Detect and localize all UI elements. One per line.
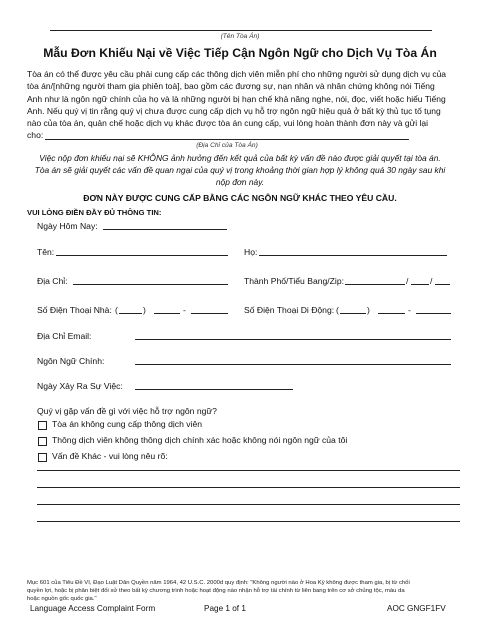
home-phone-number-field[interactable] bbox=[191, 313, 228, 314]
mobile-phone-open-paren: ( bbox=[336, 305, 339, 315]
form-title: Mẫu Đơn Khiếu Nại về Việc Tiếp Cận Ngôn Ngữ cho Dịch Vụ Tòa Án bbox=[43, 46, 437, 60]
state-field[interactable] bbox=[411, 284, 429, 285]
intro-line: nào của tòa án, quản chế hoặc dịch vụ khác được tòa án cung cấp, vui lòng hoàn thành đơn này và gửi lại bbox=[27, 118, 429, 129]
notice-line: nộp đơn này. bbox=[215, 176, 265, 187]
mobile-phone-prefix-field[interactable] bbox=[378, 313, 405, 314]
other-details-line[interactable] bbox=[37, 521, 460, 522]
court-name-caption: (Tên Tòa Án) bbox=[220, 33, 260, 40]
languages-note: ĐƠN NÀY ĐƯỢC CUNG CẤP BẰNG CÁC NGÔN NGỮ KHÁC THEO YÊU CẦU. bbox=[83, 193, 397, 203]
option-no-interpreter-checkbox[interactable] bbox=[38, 421, 47, 430]
other-details-line[interactable] bbox=[37, 470, 460, 471]
address-label: Địa Chỉ: bbox=[37, 276, 68, 286]
section-label: VUI LÒNG ĐIỀN ĐẦY ĐỦ THÔNG TIN: bbox=[27, 208, 162, 217]
legal-notice bbox=[27, 579, 467, 604]
option-no-interpreter-label: Tòa án không cung cấp thông dịch viên bbox=[52, 419, 203, 429]
other-details-line[interactable] bbox=[37, 504, 460, 505]
footer-form-code: AOC GNGF1FV bbox=[387, 604, 446, 613]
first-name-label: Tên: bbox=[37, 247, 55, 257]
zip-field[interactable] bbox=[435, 284, 450, 285]
court-name-line[interactable] bbox=[50, 30, 432, 31]
intro-line: Tòa án có thể được yêu cầu phải cung cấp các thông dịch viên miễn phí cho những người sử dụng dịch vụ của bbox=[27, 69, 447, 79]
zip-separator: / bbox=[430, 276, 433, 286]
court-address-caption: (Địa Chỉ của Tòa Án) bbox=[196, 142, 258, 149]
other-details-line[interactable] bbox=[37, 487, 460, 488]
notice-paragraph bbox=[20, 153, 460, 188]
zip-separator: / bbox=[406, 276, 409, 286]
home-phone-dash: - bbox=[183, 305, 186, 315]
city-state-zip-label: Thành Phố/Tiểu Bang/Zip: bbox=[244, 276, 345, 286]
first-name-field[interactable] bbox=[56, 255, 228, 256]
legal-line: quyền lợi, hoặc bị phân biệt đối xử theo bất kỳ chương trình hoặc hoạt động nào nhận hỗ trợ tài chính từ liên bang trên cơ sở chủng tộc, màu da bbox=[27, 588, 405, 595]
home-phone-prefix-field[interactable] bbox=[154, 313, 180, 314]
last-name-label: Họ: bbox=[244, 247, 258, 257]
home-phone-open-paren: ( bbox=[115, 305, 118, 315]
notice-line: Tòa án sẽ giải quyết các vấn đề quan ngại của quý vị trong khoảng thời gian hợp lý không quá 30 ngày sau khi bbox=[34, 164, 446, 175]
intro-paragraph bbox=[27, 68, 457, 129]
legal-line: hoặc nguồn gốc quốc gia." bbox=[27, 596, 97, 603]
problems-question: Quý vị gặp vấn đề gì với việc hỗ trợ ngôn ngữ? bbox=[37, 406, 217, 416]
date-today-field[interactable] bbox=[103, 229, 227, 230]
notice-line: Việc nộp đơn khiếu nại sẽ KHÔNG ảnh hưởng đến kết quả của bất kỳ vấn đề nào được giải quyết tại tòa án. bbox=[39, 153, 441, 163]
court-address-line[interactable] bbox=[45, 139, 409, 140]
intro-line: tòa án/[những người tham gia phiên toà], bao gồm các đương sự, nạn nhân và nhân chứng không nói Tiếng bbox=[27, 81, 435, 92]
date-today-label: Ngày Hôm Nay: bbox=[37, 221, 98, 231]
home-phone-label: Số Điện Thoại Nhà: bbox=[37, 305, 112, 315]
city-field[interactable] bbox=[345, 284, 405, 285]
mobile-phone-number-field[interactable] bbox=[416, 313, 451, 314]
option-other-label: Vấn đề Khác - vui lòng nêu rõ: bbox=[52, 451, 168, 461]
mobile-phone-label: Số Điện Thoại Di Động: bbox=[244, 305, 335, 315]
option-inaccurate-interpreter-checkbox[interactable] bbox=[38, 437, 47, 446]
primary-language-label: Ngôn Ngữ Chính: bbox=[37, 356, 105, 366]
mobile-phone-area-code-field[interactable] bbox=[340, 313, 366, 314]
footer-page-info: Page 1 of 1 bbox=[204, 604, 246, 613]
incident-date-field[interactable] bbox=[135, 389, 293, 390]
home-phone-close-paren: ) bbox=[143, 305, 146, 315]
option-inaccurate-interpreter-label: Thông dịch viên không thông dịch chính xác hoặc không nói ngôn ngữ của tôi bbox=[52, 435, 348, 445]
email-field[interactable] bbox=[135, 339, 451, 340]
footer-form-name: Language Access Complaint Form bbox=[30, 604, 156, 613]
address-field[interactable] bbox=[73, 284, 228, 285]
intro-line: Anh. Nếu quý vị tin rằng quý vị chưa được cung cấp dịch vụ hỗ trợ ngôn ngữ hiệu quả ở bất kỳ thủ tục tố tụng bbox=[27, 105, 441, 116]
home-phone-area-code-field[interactable] bbox=[119, 313, 142, 314]
send-to-label: cho: bbox=[27, 130, 44, 140]
mobile-phone-dash: - bbox=[408, 305, 411, 315]
primary-language-field[interactable] bbox=[135, 364, 451, 365]
mobile-phone-close-paren: ) bbox=[367, 305, 370, 315]
option-other-checkbox[interactable] bbox=[38, 453, 47, 462]
incident-date-label: Ngày Xảy Ra Sự Việc: bbox=[37, 381, 123, 391]
legal-line: Mục 601 của Tiêu Đề VI, Đạo Luật Dân Quyền năm 1964, 42 U.S.C. 2000d quy định: "Không người nào ở Hoa Kỳ không được tham gia, bị từ chối bbox=[27, 580, 410, 586]
email-label: Địa Chỉ Email: bbox=[37, 331, 92, 341]
last-name-field[interactable] bbox=[259, 255, 447, 256]
intro-line: Anh như là ngôn ngữ chính của họ và là những người bị hạn chế khả năng nghe, nói, đọc, viết hoặc hiểu Tiếng bbox=[27, 93, 446, 104]
